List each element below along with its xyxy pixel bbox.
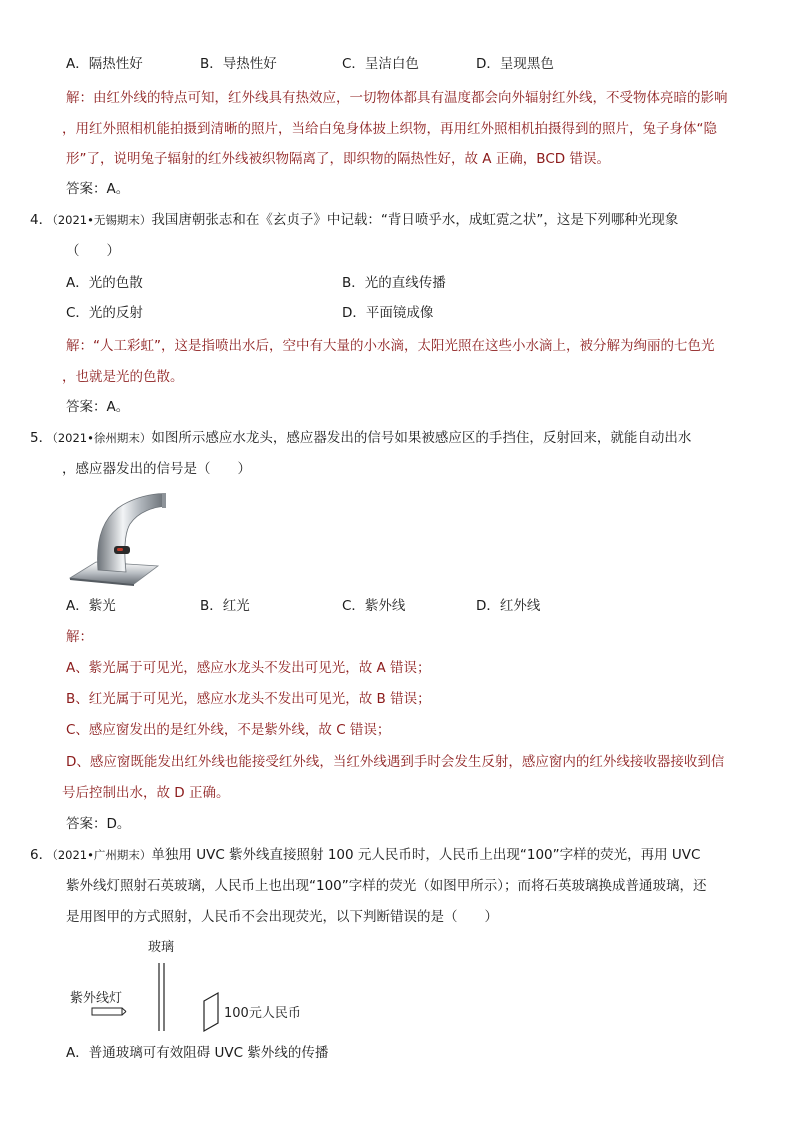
q4-option-a: A．光的色散 (66, 275, 143, 291)
q5-stem-line-2: ，感应器发出的信号是（ ） (62, 461, 251, 477)
q3-option-b: B．导热性好 (200, 56, 277, 72)
q5-stem: 如图所示感应水龙头，感应器发出的信号如果被感应区的手挡住，反射回来，就能自动出水 (151, 430, 692, 446)
q5-stem-line-1 (30, 428, 691, 448)
q6-stem-line-2: 紫外线灯照射石英玻璃，人民币上也出现“100”字样的荧光（如图甲所示）；而将石英玻璃换成普通玻璃，还 (66, 878, 707, 894)
q3-option-d: D．呈现黑色 (476, 56, 554, 72)
q4-option-d: D．平面镜成像 (342, 305, 434, 321)
q3-option-c: C．呈洁白色 (342, 56, 419, 72)
q4-number: 4． (30, 212, 53, 228)
q6-stem-line-3: 是用图甲的方式照射，人民币不会出现荧光，以下判断错误的是（ ） (66, 909, 498, 925)
q5-solution-line-1: A、紫光属于可见光，感应水龙头不发出可见光，故 A 错误； (66, 660, 431, 676)
uv-glass-diagram (80, 955, 230, 1035)
q4-solution-line-1: 解：“人工彩虹”，这是指喷出水后，空中有大量的小水滴，太阳光照在这些小水滴上，被分解为绚丽的七色光 (66, 338, 715, 354)
q4-stem: 我国唐朝张志和在《玄贞子》中记载：“背日喷乎水，成虹霓之状”，这是下列哪种光现象 (151, 212, 679, 228)
q6-source: （2021•广州期末） (52, 848, 152, 862)
q6-stem-line-1 (30, 845, 700, 865)
uv-lamp-icon (92, 1008, 126, 1015)
q3-answer: 答案：A。 (66, 181, 130, 197)
q3-solution-line-3: 形”了，说明兔子辐射的红外线被织物隔离了，即织物的隔热性好，故 A 正确，BCD 错误。 (66, 151, 610, 167)
glass-label: 玻璃 (148, 940, 175, 955)
banknote-shape (204, 993, 218, 1031)
q5-option-c: C．紫外线 (342, 598, 406, 614)
q4-stem-line-1 (30, 210, 678, 230)
q5-answer: 答案：D。 (66, 816, 131, 832)
q4-option-c: C．光的反射 (66, 305, 143, 321)
q5-solution-line-4: D、感应窗既能发出红外线也能接受红外线，当红外线遇到手时会发生反射，感应窗内的红外线接收器接收到信 (66, 754, 725, 770)
q5-solution-line-2: B、红光属于可见光，感应水龙头不发出可见光，故 B 错误； (66, 691, 431, 707)
q6-stem: 单独用 UVC 紫外线直接照射 100 元人民币时，人民币上出现“100”字样的荧光，再用 UVC (151, 847, 701, 863)
q4-answer: 答案：A。 (66, 399, 130, 415)
q5-solution-title: 解： (66, 629, 93, 645)
q4-source: （2021•无锡期末） (52, 213, 152, 227)
sensor-faucet-image (66, 486, 166, 586)
q5-option-a: A．紫光 (66, 598, 116, 614)
uv-lamp-label: 紫外线灯 (70, 991, 123, 1006)
q5-number: 5． (30, 430, 53, 446)
q3-option-a: A．隔热性好 (66, 56, 143, 72)
q3-solution-line-1: 解：由红外线的特点可知，红外线具有热效应，一切物体都具有温度都会向外辐射红外线，不受物体亮暗的影响 (66, 90, 728, 106)
q5-source: （2021•徐州期末） (52, 431, 152, 445)
banknote-label: 100元人民币 (224, 1006, 301, 1021)
q6-number: 6． (30, 847, 53, 863)
q4-solution-line-2: ，也就是光的色散。 (62, 369, 184, 385)
q5-option-b: B．红光 (200, 598, 250, 614)
q4-option-b: B．光的直线传播 (342, 275, 446, 291)
q5-option-d: D．红外线 (476, 598, 541, 614)
q6-option-a: A．普通玻璃可有效阻碍 UVC 紫外线的传播 (66, 1045, 329, 1061)
glass-plate (159, 963, 164, 1031)
q5-solution-line-3: C、感应窗发出的是红外线，不是紫外线，故 C 错误； (66, 722, 391, 738)
q3-solution-line-2: ，用红外照相机能拍摄到清晰的照片，当给白兔身体披上织物，再用红外照相机拍摄得到的照片，兔子身体“隐 (62, 121, 717, 137)
q5-solution-line-5: 号后控制出水，故 D 正确。 (62, 785, 230, 801)
q4-stem-line-2: （ ） (66, 243, 120, 259)
